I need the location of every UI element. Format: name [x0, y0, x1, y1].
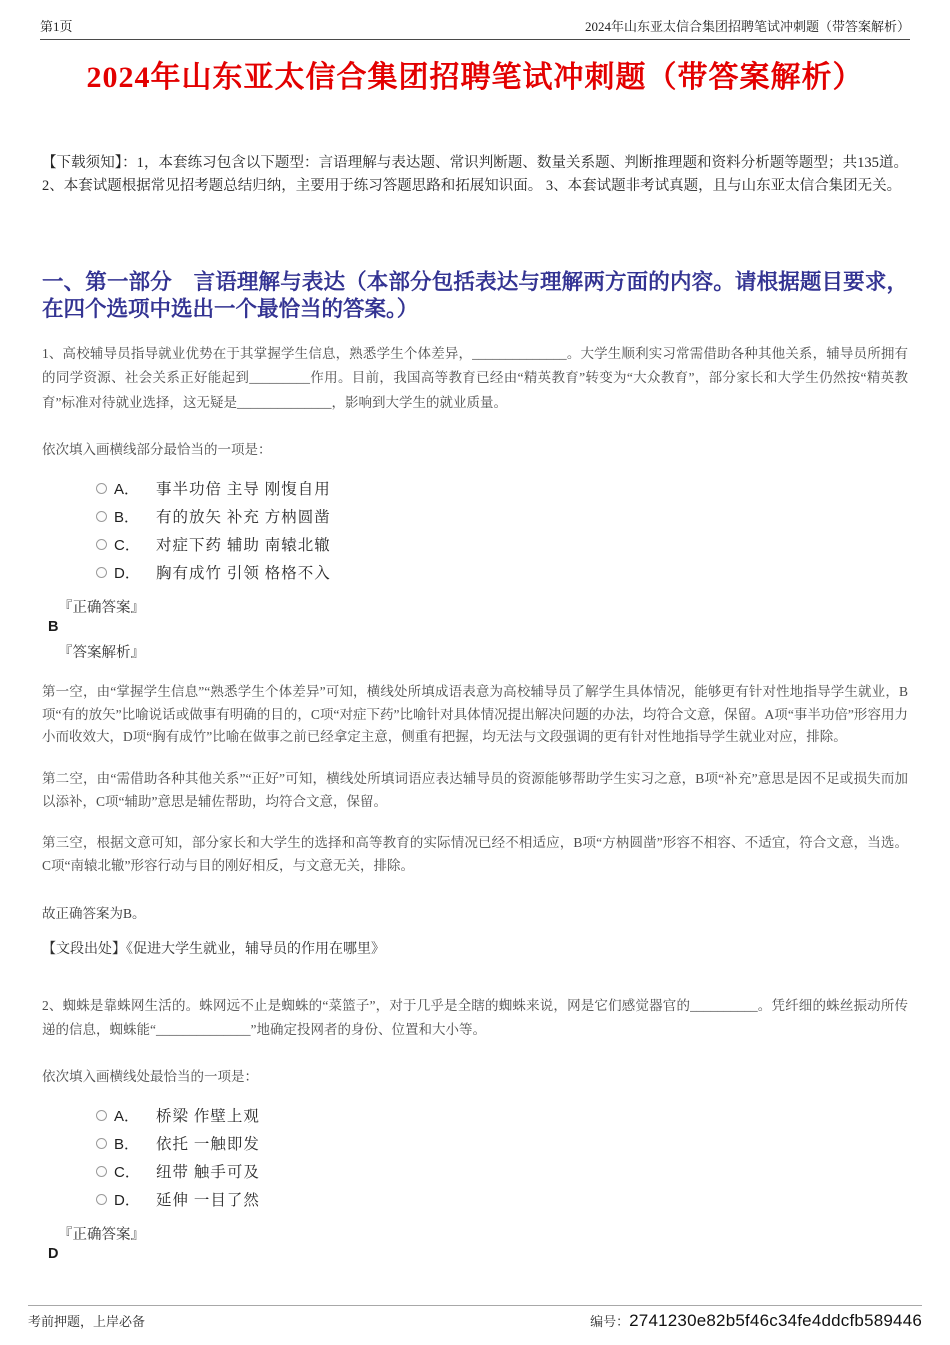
option-row[interactable] — [42, 1129, 908, 1157]
correct-answer-label: 『正确答案』 — [58, 600, 145, 617]
option-c-radio[interactable] — [96, 1166, 107, 1177]
option-d-radio[interactable] — [96, 567, 107, 578]
question-2 — [42, 994, 908, 1214]
correct-answer-label: 『正确答案』 — [58, 1227, 145, 1244]
passage-source: 【文段出处】《促进大学生就业，辅导员的作用在哪里》 — [42, 941, 385, 957]
option-text: 纽带 触手可及 — [156, 1164, 260, 1182]
document-number-label: 编号： — [590, 1314, 630, 1329]
option-text: 桥梁 作壁上观 — [156, 1108, 260, 1126]
footer-slogan: 考前押题，上岸必备 — [28, 1314, 146, 1329]
option-letter: C． — [114, 536, 140, 554]
option-text: 事半功倍 主导 刚愎自用 — [156, 481, 331, 499]
document-number-value: 2741230e82b5f46c34fe4ddcfb589446 — [629, 1311, 922, 1330]
header-page-number: 第1页 — [40, 19, 73, 34]
analysis-paragraph: 第二空，由“需借助各种其他关系”“正好”可知，横线处所填词语应表达辅导员的资源能够帮助学生实习之意，B项“补充”意思是因不足或损失而加以添补，C项“辅助”意思是辅佐帮助，均符合文意，保留。 — [42, 771, 908, 809]
option-letter: C． — [114, 1163, 140, 1181]
option-c-radio[interactable] — [96, 539, 107, 550]
question-1-prompt: 依次填入画横线部分最恰当的一项是： — [42, 442, 272, 458]
header-doc-title: 2024年山东亚太信合集团招聘笔试冲刺题（带答案解析） — [584, 19, 910, 34]
option-b-radio[interactable] — [96, 511, 107, 522]
answer-conclusion: 故正确答案为B。 — [42, 905, 146, 921]
option-row[interactable] — [42, 1185, 908, 1213]
correct-answer-value: D — [48, 1246, 59, 1263]
option-row[interactable] — [42, 474, 908, 502]
question-2-options — [42, 1101, 908, 1213]
option-row[interactable] — [42, 558, 908, 586]
question-1-stem: 1、高校辅导员指导就业优势在于其掌握学生信息，熟悉学生个体差异，______________。大学生顺利实习常需借助各种其他关系，辅导员所拥有的同学资源、社会关系正好能起到_________作用。目前，我国高等教育已经由“精英教育”转变为“大众教育”，部分家长和大学生仍然按“精英教育”标准对待就业选择，这无疑是______________，影响到大学生的就业质量。 — [42, 346, 908, 410]
analysis-paragraph: 第一空，由“掌握学生信息”“熟悉学生个体差异”可知，横线处所填成语表意为高校辅导员了解学生具体情况，能够更有针对性地指导学生就业，B项“有的放矢”比喻说话或做事有明确的目的，C项“对症下药”比喻针对具体情况提出解决问题的办法，均符合文意，保留。A项“事半功倍”形容用力小而收效大，D项“胸有成竹”比喻在做事之前已经拿定主意，侧重有把握，均无法与文段强调的更有针对性地指导学生就业对应，排除。 — [42, 684, 908, 745]
section-heading: 一、第一部分 言语理解与表达（本部分包括表达与理解两方面的内容。请根据题目要求，在四个选项中选出一个最恰当的答案。） — [42, 269, 908, 322]
option-a-radio[interactable] — [96, 1110, 107, 1121]
option-row[interactable] — [42, 1101, 908, 1129]
question-1-options — [42, 474, 908, 586]
question-2-prompt: 依次填入画横线处最恰当的一项是： — [42, 1069, 258, 1085]
question-2-stem: 2、蜘蛛是靠蛛网生活的。蛛网远不止是蜘蛛的“菜篮子”，对于几乎是全瞎的蜘蛛来说，网是它们感觉器官的__________。凭纤细的蛛丝振动所传递的信息，蜘蛛能“______________”地确定投网者的身份、位置和大小等。 — [42, 997, 908, 1038]
option-b-radio[interactable] — [96, 1138, 107, 1149]
option-letter: D． — [114, 564, 140, 582]
correct-answer-value: B — [48, 619, 59, 636]
option-row[interactable] — [42, 502, 908, 530]
page-footer — [28, 1305, 922, 1331]
option-a-radio[interactable] — [96, 483, 107, 494]
option-letter: A． — [114, 1107, 140, 1125]
option-letter: B． — [114, 1135, 140, 1153]
option-text: 依托 一触即发 — [156, 1136, 260, 1154]
option-d-radio[interactable] — [96, 1194, 107, 1205]
analysis-paragraph: 第三空，根据文意可知，部分家长和大学生的选择和高等教育的实际情况已经不相适应，B项“方枘圆凿”形容不相容、不适宜，符合文意，当选。C项“南辕北辙”形容行动与目的刚好相反，与文意无关，排除。 — [42, 835, 908, 874]
document-number — [590, 1311, 922, 1331]
option-text: 有的放矢 补充 方枘圆凿 — [156, 509, 331, 527]
option-letter: B． — [114, 508, 140, 526]
option-row[interactable] — [42, 1157, 908, 1185]
page-header — [40, 16, 910, 40]
option-row[interactable] — [42, 530, 908, 558]
option-text: 胸有成竹 引领 格格不入 — [156, 565, 331, 583]
option-letter: A． — [114, 480, 140, 498]
option-text: 延伸 一目了然 — [156, 1192, 260, 1210]
download-notice: 【下载须知】：1，本套练习包含以下题型：言语理解与表达题、常识判断题、数量关系题、判断推理题和资料分析题等题型；共135道。 2、本套试题根据常见招考题总结归纳，主要用于练习答题思路和拓展知识面。 3、本套试题非考试真题，且与山东亚太信合集团无关。 — [42, 155, 908, 195]
answer-analysis-label: 『答案解析』 — [58, 645, 145, 662]
option-letter: D． — [114, 1191, 140, 1209]
document-title: 2024年山东亚太信合集团招聘笔试冲刺题（带答案解析） — [86, 61, 864, 94]
question-1 — [42, 342, 908, 586]
option-text: 对症下药 辅助 南辕北辙 — [156, 537, 331, 555]
